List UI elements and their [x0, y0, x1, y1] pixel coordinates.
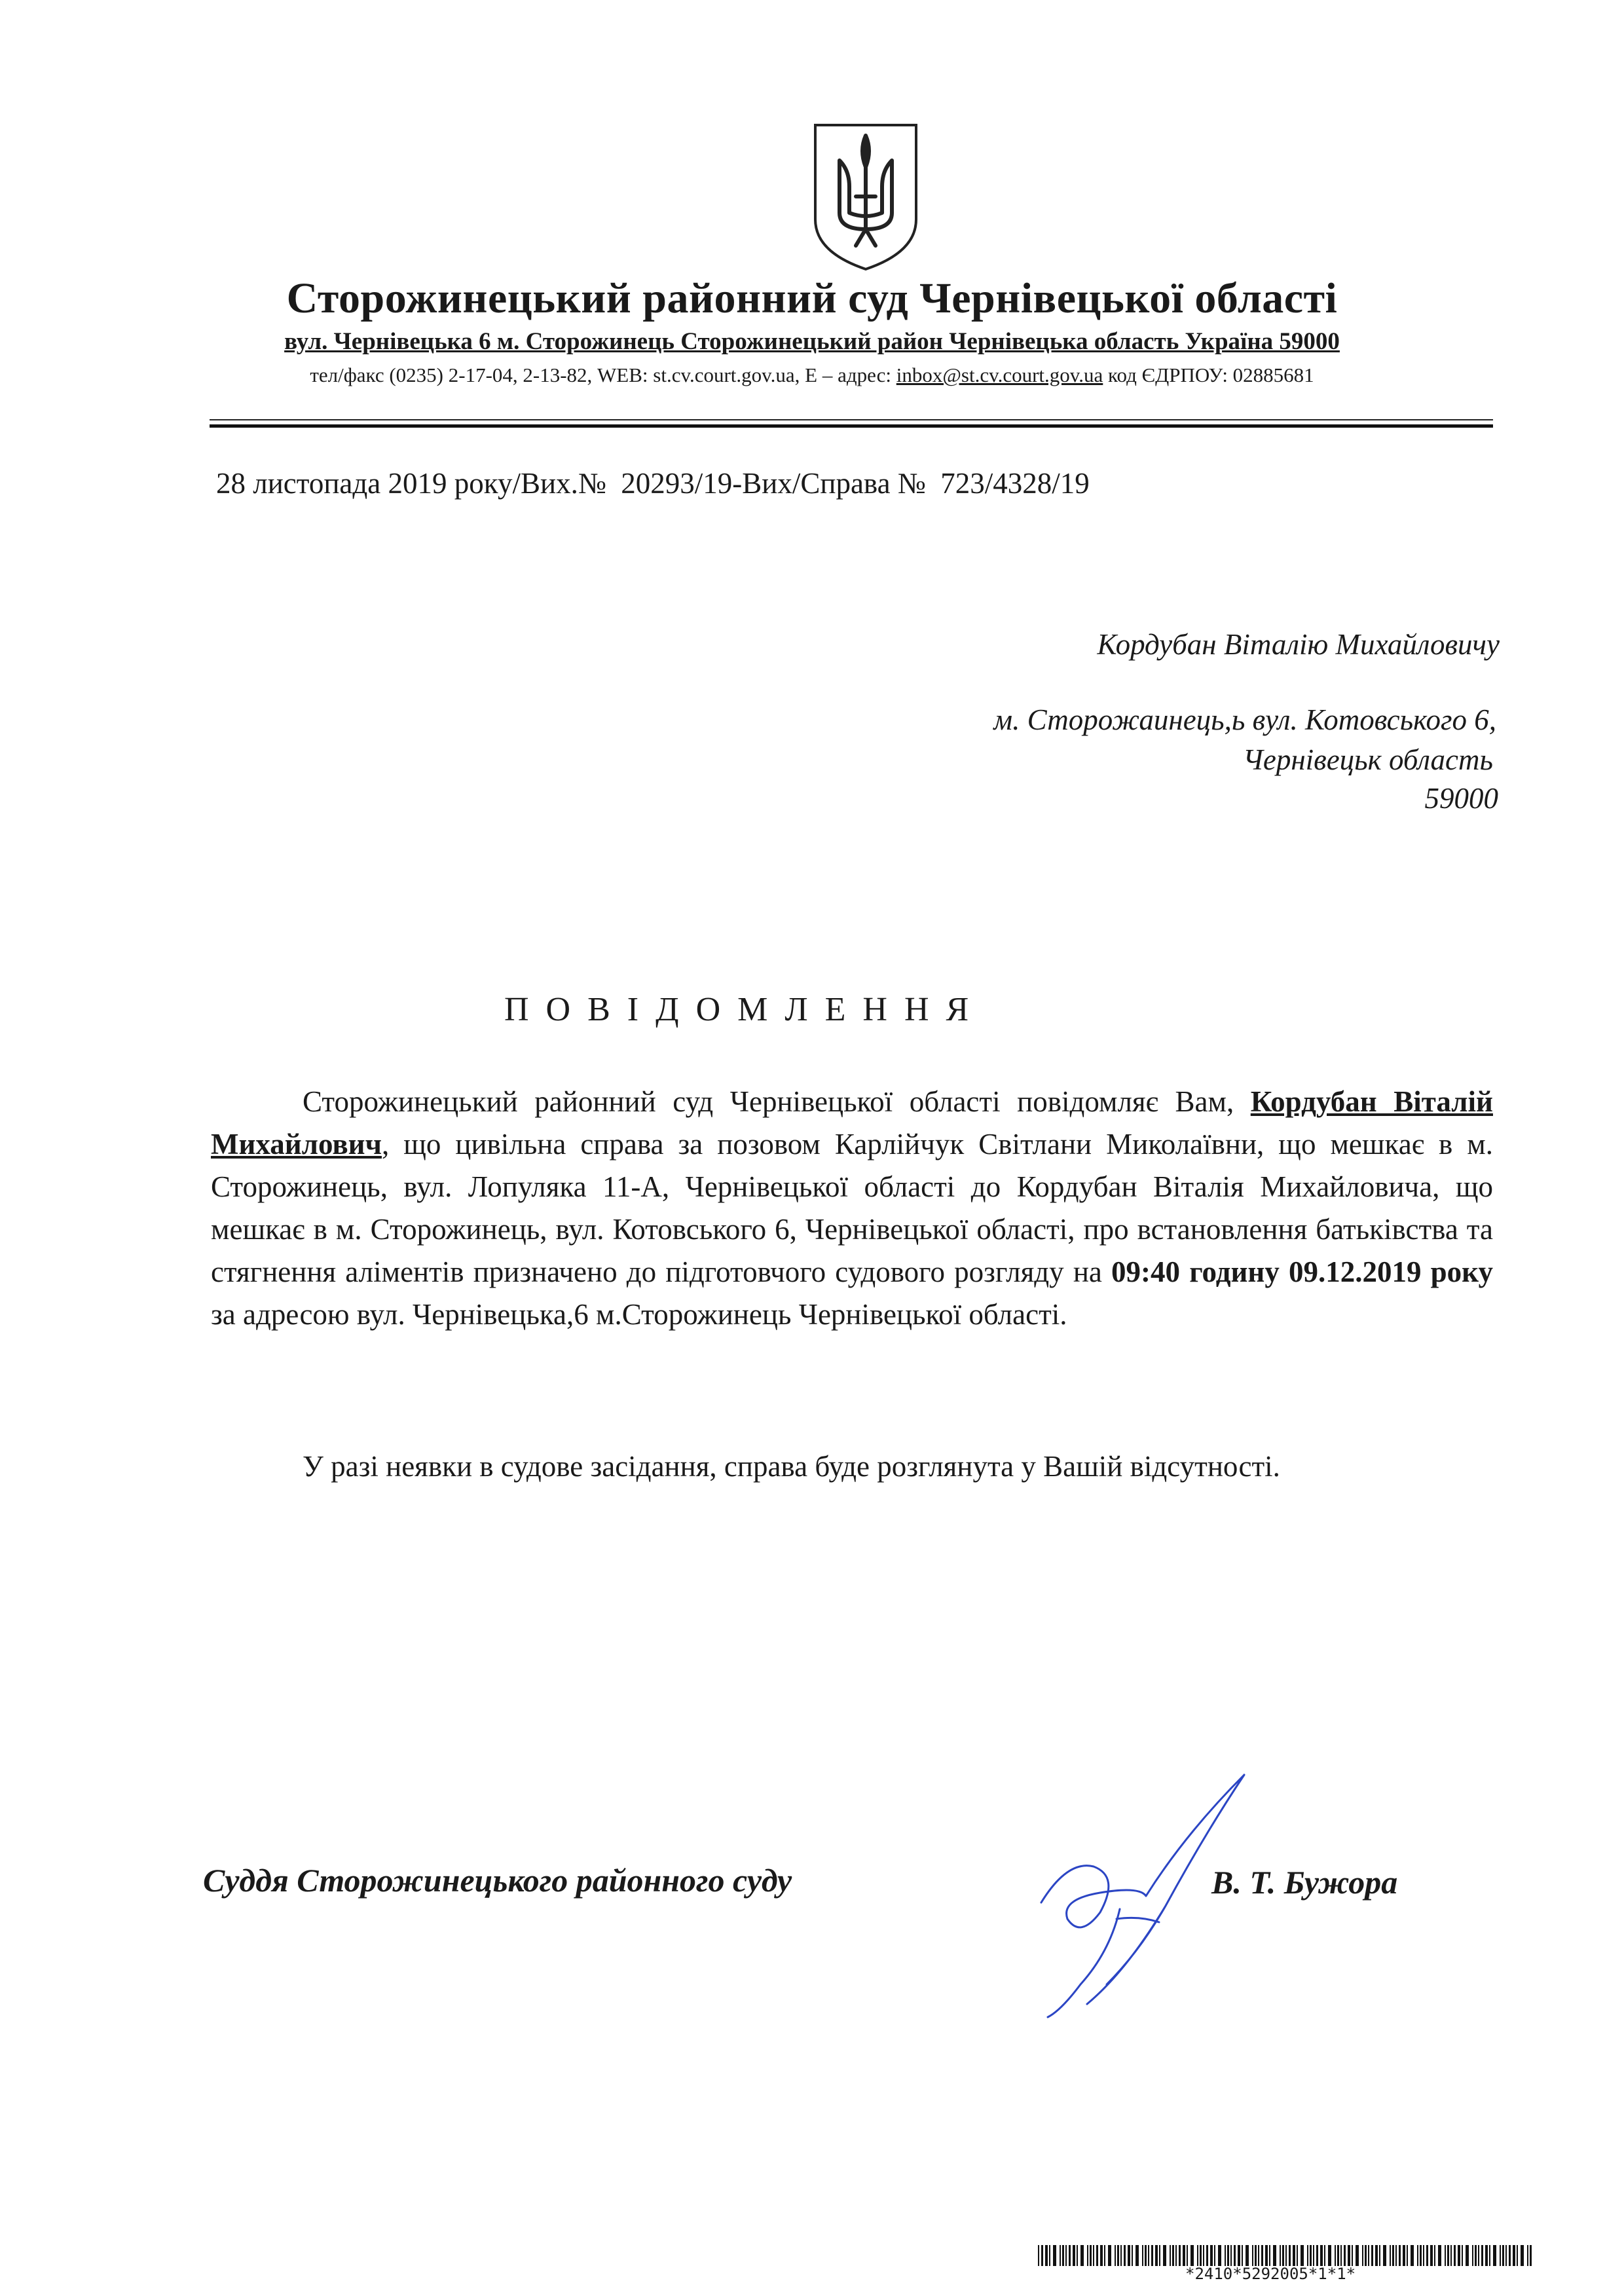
p1-text-a: Сторожинецький районний суд Чернівецької області повідомляє Вам, [303, 1085, 1251, 1118]
outgoing-number: 28 листопада 2019 року/Вих.№ 20293/19-Вих/Справа № 723/4328/19 [216, 467, 1090, 500]
recipient-name: Кордубан Віталію Михайловичу [1097, 628, 1500, 661]
barcode-bar [1352, 2245, 1353, 2266]
barcode-bar [1090, 2245, 1092, 2266]
barcode-bar [1096, 2245, 1098, 2266]
barcode-bar [1289, 2245, 1291, 2266]
barcode-bar [1505, 2245, 1507, 2266]
barcode-bar [1093, 2245, 1094, 2266]
barcode-bar [1225, 2245, 1226, 2266]
barcode-bar [1080, 2245, 1084, 2266]
barcode-bar [1227, 2245, 1229, 2266]
barcode-bar [1108, 2245, 1111, 2266]
barcode-bar [1234, 2245, 1236, 2266]
barcode-bar [1337, 2245, 1339, 2266]
notice-title: ПОВІДОМЛЕННЯ [504, 991, 986, 1028]
barcode-bar [1230, 2245, 1232, 2266]
barcode-bar [1203, 2245, 1204, 2266]
barcode-bar [1362, 2245, 1363, 2266]
barcode-bar [1328, 2245, 1331, 2266]
barcode-bar [1348, 2245, 1350, 2266]
contacts-suffix: код ЄДРПОУ: 02885681 [1103, 363, 1314, 386]
barcode-bar [1148, 2245, 1149, 2266]
barcode-bar [1293, 2245, 1295, 2266]
barcode-bar [1356, 2245, 1359, 2266]
barcode-bar [1065, 2245, 1067, 2266]
barcode-bar [1478, 2245, 1479, 2266]
barcode-bar [1466, 2245, 1469, 2266]
barcode-bar [1135, 2245, 1139, 2266]
barcode-bar [1210, 2245, 1213, 2266]
barcode-bar [1297, 2245, 1298, 2266]
barcode-bar [1489, 2245, 1490, 2266]
court-contacts [0, 363, 1624, 387]
barcode-bar [1049, 2245, 1050, 2266]
barcode-bar [1399, 2245, 1401, 2266]
barcode-bar [1423, 2245, 1424, 2266]
barcode-bar [1087, 2245, 1088, 2266]
barcode-bar [1392, 2245, 1394, 2266]
barcode-bar [1142, 2245, 1143, 2266]
recipient-address-line2: Чернівецьк область [1242, 743, 1493, 776]
barcode-bar [1472, 2245, 1473, 2266]
barcode-bar [1445, 2245, 1446, 2266]
barcode-bar [1475, 2245, 1477, 2266]
barcode-bar [1206, 2245, 1208, 2266]
barcode-bar [1172, 2245, 1174, 2266]
barcode-bar [1073, 2245, 1075, 2266]
barcode-bar [1045, 2245, 1048, 2266]
barcode-bar [1175, 2245, 1177, 2266]
barcode-bar [1197, 2245, 1198, 2266]
barcode-bar [1462, 2245, 1463, 2266]
barcode-bar [1530, 2245, 1532, 2266]
barcode-bar [1447, 2245, 1449, 2266]
barcode-bar [1502, 2245, 1504, 2266]
barcode-bar [1375, 2245, 1378, 2266]
barcode-bar [1062, 2245, 1064, 2266]
barcode-bar [1450, 2245, 1452, 2266]
barcode-bar [1155, 2245, 1158, 2266]
barcode-bar [1500, 2245, 1501, 2266]
barcode-bar [1261, 2245, 1263, 2266]
barcode-bar [1307, 2245, 1308, 2266]
barcode-bar [1038, 2245, 1039, 2266]
barcode-bar [1163, 2245, 1166, 2266]
barcode-bar [1104, 2245, 1105, 2266]
barcode-bar [1132, 2245, 1133, 2266]
barcode-bar [1280, 2245, 1281, 2266]
barcode-bar [1481, 2245, 1483, 2266]
barcode-bar [1214, 2245, 1215, 2266]
barcode-bar [1417, 2245, 1418, 2266]
court-address: вул. Чернівецька 6 м. Сторожинець Сторожинецький район Чернівецька область Україна 59000 [284, 328, 1340, 355]
p1-text-b: , що цивільна справа за позовом Карлійчук Світлани Миколаївни, що мешкає в м. Сторожинець, вул. Лопуляка 11-А, Чернівецької області до Кордубан Віталія Михайловича, що мешкає в м. Сторожинець, вул. Котовського 6, Чернівецької області, про встановлення батьківства та стягнення аліментів призначено до підготовчого судового розгляду на [211, 1128, 1493, 1288]
p1-text-c: за адресою вул. Чернівецька,6 м.Сторожинець Чернівецької області. [211, 1298, 1067, 1331]
judge-title: Суддя Сторожинецького районного суду [203, 1862, 792, 1899]
barcode-bar [1117, 2245, 1119, 2266]
email-link[interactable]: inbox@st.cv.court.gov.ua [896, 363, 1103, 386]
barcode-bar [1368, 2245, 1369, 2266]
barcode-bar [1282, 2245, 1284, 2266]
barcode-bar [1420, 2245, 1422, 2266]
barcode-bar [1255, 2245, 1257, 2266]
barcode-bar [1060, 2245, 1061, 2266]
barcode-bar [1200, 2245, 1202, 2266]
recipient-postcode: 59000 [1424, 782, 1498, 815]
barcode-bar [1454, 2245, 1456, 2266]
barcode-bar [1100, 2245, 1103, 2266]
barcode-bar [1371, 2245, 1373, 2266]
barcode-bar [1252, 2245, 1253, 2266]
court-name: Сторожинецький районний суд Чернівецької області [286, 274, 1338, 322]
barcode-bar [1430, 2245, 1433, 2266]
header-divider-thin [210, 419, 1493, 420]
barcode-bar [1069, 2245, 1071, 2266]
barcode-bar [1458, 2245, 1460, 2266]
barcode-bar [1513, 2245, 1515, 2266]
barcode-bar [1238, 2245, 1240, 2266]
barcode-bar [1527, 2245, 1528, 2266]
barcode-bar [1344, 2245, 1346, 2266]
barcode-bar [1340, 2245, 1342, 2266]
judge-name: В. Т. Бужора [1211, 1864, 1398, 1901]
barcode-bar [1183, 2245, 1185, 2266]
barcode-bar [1383, 2245, 1386, 2266]
barcode-bar [1124, 2245, 1126, 2266]
barcode-bar [1041, 2245, 1043, 2266]
barcode-bar [1053, 2245, 1056, 2266]
barcode-bar [1517, 2245, 1518, 2266]
barcode-bar [1159, 2245, 1160, 2266]
barcode-bar [1335, 2245, 1336, 2266]
barcode-bar [1390, 2245, 1391, 2266]
barcode-bar [1493, 2245, 1496, 2266]
barcode-bar [1187, 2245, 1188, 2266]
barcode-bar [1273, 2245, 1276, 2266]
barcode-bar [1269, 2245, 1270, 2266]
barcode-bar [1151, 2245, 1153, 2266]
barcode-number: *2410*5292005*1*1* [1185, 2265, 1356, 2283]
barcode-bar [1365, 2245, 1367, 2266]
barcode-bar [1407, 2245, 1408, 2266]
barcode-bar [1313, 2245, 1314, 2266]
trident-coat-of-arms-icon [810, 121, 921, 272]
barcode-bar [1426, 2245, 1428, 2266]
barcode-bar [1324, 2245, 1325, 2266]
barcode-bar [1145, 2245, 1147, 2266]
barcode-bar [1246, 2245, 1249, 2266]
barcode-bar [1301, 2245, 1304, 2266]
barcode-bar [1242, 2245, 1243, 2266]
barcode-bar [1190, 2245, 1194, 2266]
barcode-bar [1320, 2245, 1323, 2266]
barcode-bar [1395, 2245, 1397, 2266]
barcode-bar [1179, 2245, 1181, 2266]
barcode-bar [1285, 2245, 1287, 2266]
header-divider-thick [210, 424, 1493, 428]
barcode-bar [1077, 2245, 1078, 2266]
barcode-bar [1128, 2245, 1130, 2266]
notice-paragraph-1 [211, 1081, 1493, 1336]
barcode-bar [1170, 2245, 1171, 2266]
hearing-datetime: 09:40 годину 09.12.2019 року [1111, 1255, 1493, 1288]
barcode-bar [1115, 2245, 1116, 2266]
barcode-bar [1218, 2245, 1221, 2266]
notice-paragraph-2: У разі неявки в судове засідання, справа буде розглянута у Вашій відсутності. [303, 1450, 1280, 1483]
barcode-bar [1521, 2245, 1524, 2266]
barcode-bar [1258, 2245, 1259, 2266]
barcode-bar [1411, 2245, 1414, 2266]
addressee-name: Кордубан Віталій Михайлович [211, 1085, 1493, 1161]
barcode-bar [1434, 2245, 1435, 2266]
barcode-bar [1379, 2245, 1380, 2266]
recipient-address-line1: м. Сторожаинець,ь вул. Котовського 6, [993, 703, 1496, 736]
barcode-bar [1438, 2245, 1441, 2266]
barcode-bar [1403, 2245, 1405, 2266]
barcode-bar [1485, 2245, 1488, 2266]
barcode-bar [1120, 2245, 1122, 2266]
barcode-bar [1310, 2245, 1312, 2266]
barcode-bar [1265, 2245, 1268, 2266]
contacts-prefix: тел/факс (0235) 2-17-04, 2-13-82, WEB: st.cv.court.gov.ua, E – адрес: [310, 363, 896, 386]
barcode-bar [1509, 2245, 1511, 2266]
barcode-bar [1316, 2245, 1318, 2266]
